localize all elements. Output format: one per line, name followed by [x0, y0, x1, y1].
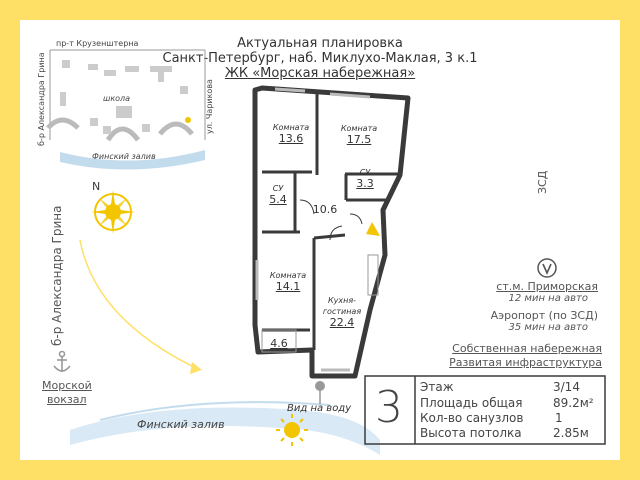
boulevard-label: б-р Александра Грина [50, 205, 64, 346]
building-shape [142, 124, 150, 132]
building-shape [62, 60, 70, 68]
building-arc [108, 129, 138, 140]
location-dot [185, 117, 191, 123]
sea-wave-bottom [70, 408, 380, 456]
entrance-arrow-icon [366, 222, 380, 236]
room-2: Комната 17.5 [340, 124, 378, 146]
street-right: ул. Чарикова [205, 79, 214, 134]
title-address: Санкт-Петербург, наб. Миклухо-Маклая, 3 к.1 [162, 51, 478, 66]
area-value: 89.2м² [553, 396, 594, 410]
rooms-count: 3 [375, 382, 403, 433]
gulf-bottom-label: Финский залив [137, 418, 225, 431]
feature-infrastructure: Развитая инфраструктура [449, 356, 602, 369]
title-line1: Актуальная планировка [237, 36, 403, 51]
port-label-2: вокзал [47, 393, 87, 406]
floor-value: 3/14 [553, 380, 580, 394]
gulf-top-label: Финский залив [92, 152, 156, 161]
sun-path-arrow [190, 362, 202, 374]
kitchen-living: Кухня- гостиная 22.4 [322, 296, 362, 329]
map-pin-icon [315, 381, 325, 404]
building-shape [103, 126, 111, 134]
building-shape [88, 64, 98, 70]
street-left: б-р Александра Грина [37, 52, 46, 146]
highway-label: ЗСД [536, 170, 549, 194]
room-1: Комната 13.6 [272, 123, 310, 145]
feature-embankment: Собственная набережная [452, 342, 602, 355]
building-shape [125, 66, 139, 72]
door-arc [350, 214, 362, 224]
building-shape [104, 70, 116, 76]
building-shape [90, 118, 98, 126]
sun-path-arc [80, 240, 200, 370]
bath-label: Кол-во санузлов [420, 411, 524, 425]
metro-icon [538, 259, 556, 277]
school-building [116, 106, 132, 118]
balcony-area: 4.6 [270, 337, 288, 350]
wall [314, 235, 345, 238]
port-label-1: Морской [42, 379, 92, 392]
metro-name[interactable]: ст.м. Приморская [496, 280, 598, 293]
bath-value: 1 [555, 411, 563, 425]
bathroom-2: СУ 3.3 [356, 168, 374, 190]
building-shape [158, 72, 164, 82]
ceiling-value: 2.85м [553, 426, 589, 440]
door-arc [330, 226, 342, 240]
room-3: Комната 14.1 [269, 271, 307, 293]
area-label: Площадь общая [420, 396, 523, 410]
building-shape [150, 66, 172, 72]
building-shape [180, 86, 188, 94]
compass-icon [91, 190, 135, 234]
ceiling-label: Высота потолка [420, 426, 522, 440]
window [275, 89, 305, 91]
street-top: пр-т Крузенштерна [56, 39, 139, 48]
airport-name: Аэропорт (по ЗСД) [490, 309, 598, 322]
hallway: 10.6 [312, 203, 338, 216]
anchor-icon [54, 352, 70, 373]
compass-north-label: N [92, 180, 101, 193]
building-arc [48, 120, 78, 128]
bathroom-1: СУ 5.4 [269, 184, 287, 206]
sea-view-label: Вид на воду [287, 403, 352, 414]
school-label: школа [103, 94, 131, 103]
building-shape [60, 92, 66, 106]
metro-time: 12 мин на авто [508, 293, 588, 304]
airport-time: 35 мин на авто [508, 322, 588, 333]
floor-label: Этаж [420, 380, 454, 394]
building-arc [160, 124, 192, 134]
complex-link[interactable]: ЖК «Морская набережная» [224, 66, 416, 81]
